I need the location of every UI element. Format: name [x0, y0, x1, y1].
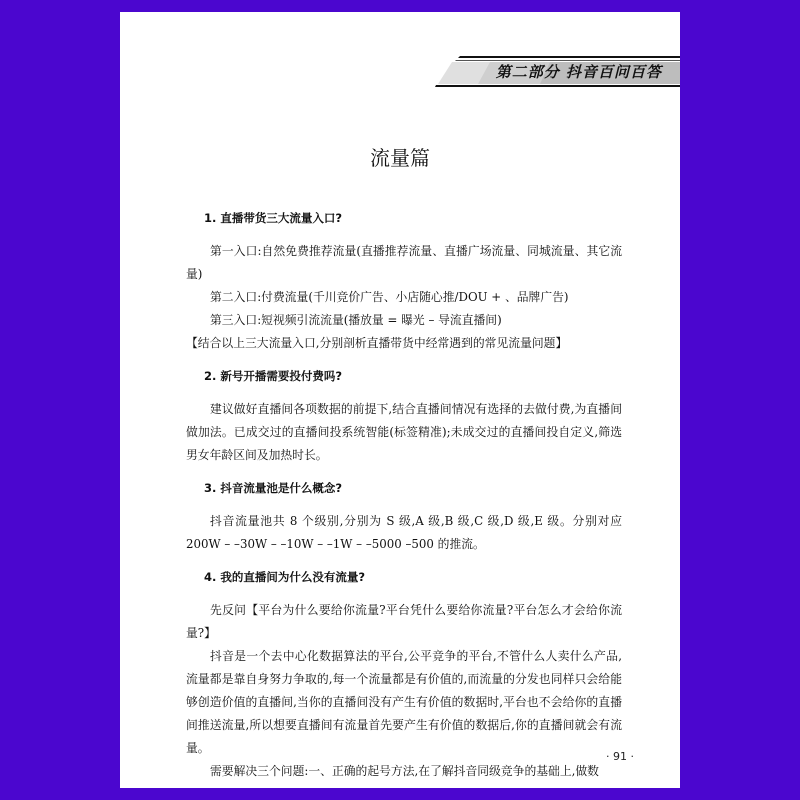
question-heading: 1. 直播带货三大流量入口? — [204, 211, 343, 225]
paragraph: 先反问【平台为什么要给你流量?平台凭什么要给你流量?平台怎么才会给你流量?】 — [186, 603, 622, 640]
paragraph: 建议做好直播间各项数据的前提下,结合直播间情况有选择的去做付费,为直播间做加法。已成交过的直播间投系统智能(标签精准);未成交过的直播间投自定义,筛选男女年龄区间及加热时长。 — [186, 402, 622, 462]
header-text: 第二部分 抖音百问百答 — [495, 63, 662, 81]
question-heading: 3. 抖音流量池是什么概念? — [204, 481, 343, 495]
paragraph: 第一入口:自然免费推荐流量(直播推荐流量、直播广场流量、同城流量、其它流量) — [186, 244, 622, 281]
paragraph: 抖音流量池共 8 个级别,分别为 S 级,A 级,B 级,C 级,D 级,E 级。分别对应 200W – –30W – –10W – –1W – –5000 –500 的推流。 — [186, 514, 622, 551]
page-title: 流量篇 — [370, 146, 430, 170]
main-content — [186, 207, 622, 783]
paragraph: 第二入口:付费流量(千川竞价广告、小店随心推/DOU + 、品牌广告) — [210, 290, 569, 304]
paragraph: 第三入口:短视频引流流量(播放量 = 曝光 – 导流直播间) — [210, 313, 502, 327]
paragraph: 【结合以上三大流量入口,分别剖析直播带货中经常遇到的常见流量问题】 — [186, 336, 568, 350]
page-number: · 91 · — [606, 750, 634, 763]
book-page — [120, 12, 680, 788]
question-heading: 2. 新号开播需要投付费吗? — [204, 369, 343, 383]
paragraph: 抖音是一个去中心化数据算法的平台,公平竞争的平台,不管什么人卖什么产品,流量都是靠自身努力争取的,每一个流量都是有价值的,而流量的分发也同样只会给能够创造价值的直播间,当你的直播间没有产生有价值的数据时,平台也不会给你的直播间推送流量,所以想要直播间有流量首先要产生有价值的数据后,你的直播间就会有流量。 — [186, 649, 622, 755]
question-heading: 4. 我的直播间为什么没有流量? — [204, 570, 366, 584]
paragraph: 需要解决三个问题:一、正确的起号方法,在了解抖音同级竞争的基础上,做数 — [210, 764, 599, 778]
